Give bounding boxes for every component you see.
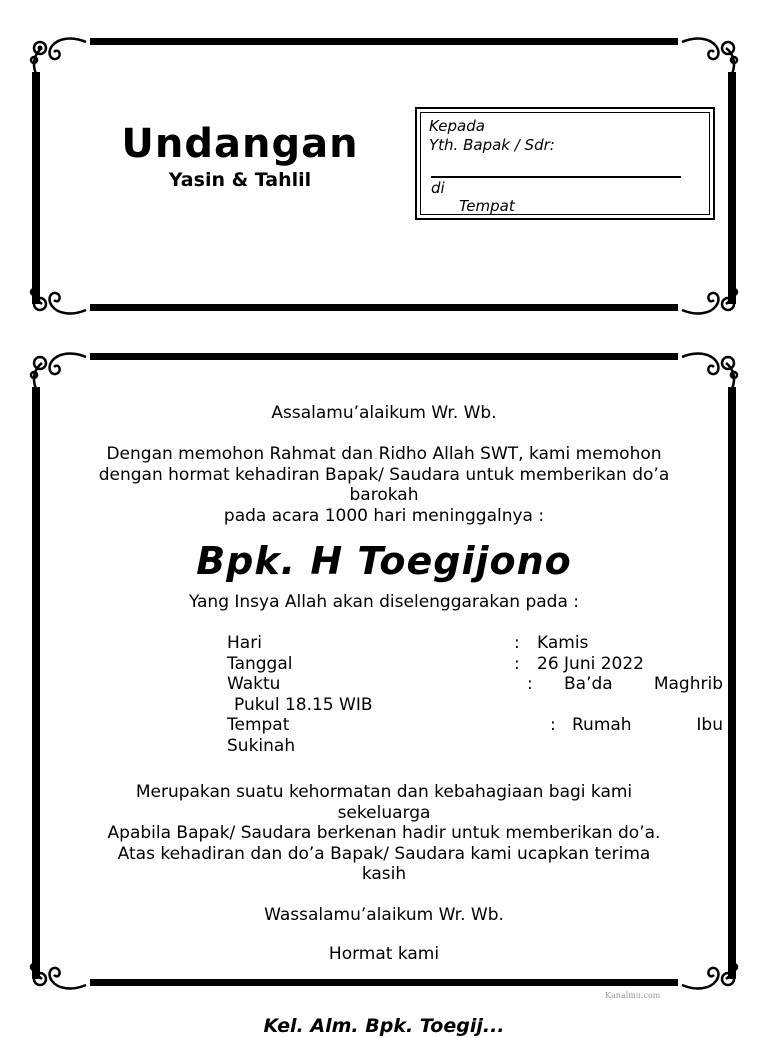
detail-value: Ibu xyxy=(696,715,723,735)
schedule-intro: Yang Insya Allah akan diselenggarakan pada : xyxy=(188,592,580,612)
closing-line: sekeluarga xyxy=(337,802,431,823)
detail-value: Pukul 18.15 WIB xyxy=(234,694,373,715)
detail-colon: : xyxy=(514,633,520,653)
corner-ornament-icon xyxy=(680,276,742,318)
address-yth: Yth. Bapak / Sdr: xyxy=(429,136,555,154)
corner-ornament-icon xyxy=(26,276,88,318)
address-di: di xyxy=(431,179,445,197)
closing-line: Apabila Bapak/ Saudara berkenan hadir untuk memberikan do’a. xyxy=(107,823,661,843)
intro-line: pada acara 1000 hari meninggalnya : xyxy=(223,505,545,526)
signoff: Hormat kami xyxy=(328,943,440,964)
detail-value: 26 Juni 2022 xyxy=(537,653,644,674)
detail-row-waktu xyxy=(45,674,723,695)
address-kepada: Kepada xyxy=(429,117,485,135)
detail-row-tempat xyxy=(45,715,723,736)
top-border xyxy=(90,353,678,360)
letter-body xyxy=(45,403,723,964)
closing-line: Atas kehadiran dan do’a Bapak/ Saudara kami ucapkan terima xyxy=(117,843,651,864)
detail-value: Ba’da xyxy=(564,674,613,694)
address-fill-line xyxy=(431,176,681,178)
right-border xyxy=(728,387,736,979)
right-border xyxy=(728,72,736,304)
intro-line: barokah xyxy=(349,485,419,505)
detail-label: Tanggal xyxy=(227,653,293,674)
closing-line: kasih xyxy=(361,864,407,884)
cover-title-block xyxy=(92,120,388,192)
detail-row-tempat-cont xyxy=(45,736,723,757)
address-inner xyxy=(420,112,710,215)
detail-value: Kamis xyxy=(537,633,589,653)
deceased-name: Bpk. H Toegijono xyxy=(196,539,572,583)
corner-ornament-icon xyxy=(26,349,88,391)
signature-partial: Kel. Alm. Bpk. Toegij... xyxy=(263,1015,505,1037)
detail-label: Hari xyxy=(227,633,262,653)
intro-line: dengan hormat kehadiran Bapak/ Saudara untuk memberikan do’a xyxy=(98,464,670,485)
farewell: Wassalamu’alaikum Wr. Wb. xyxy=(264,905,504,925)
corner-ornament-icon xyxy=(680,349,742,391)
detail-colon: : xyxy=(527,674,533,694)
detail-row-tanggal xyxy=(45,654,723,675)
left-border xyxy=(32,72,40,304)
bottom-border xyxy=(90,979,678,986)
detail-row-hari xyxy=(45,633,723,654)
corner-ornament-icon xyxy=(26,34,88,76)
detail-label: Waktu xyxy=(227,674,281,694)
cover-title: Undangan xyxy=(121,121,359,167)
watermark: Kanalmu.com xyxy=(605,991,661,1000)
detail-label: Tempat xyxy=(227,715,290,735)
cover-subtitle: Yasin & Tahlil xyxy=(168,169,312,191)
detail-value: Sukinah xyxy=(227,735,296,756)
address-tempat: Tempat xyxy=(459,197,515,215)
detail-value: Maghrib xyxy=(653,674,723,694)
envelope-cover xyxy=(0,30,768,320)
bottom-border xyxy=(90,304,678,311)
detail-colon: : xyxy=(550,715,556,735)
closing-line: Merupakan suatu kehormatan dan kebahagiaan bagi kami xyxy=(135,782,633,802)
detail-value: Rumah xyxy=(572,715,632,735)
detail-colon: : xyxy=(514,653,520,674)
address-box xyxy=(415,107,715,220)
top-border xyxy=(90,38,678,45)
greeting: Assalamu’alaikum Wr. Wb. xyxy=(271,403,497,423)
detail-row-waktu-cont xyxy=(45,695,723,716)
invitation-letter xyxy=(0,345,768,1005)
intro-line: Dengan memohon Rahmat dan Ridho Allah SWT, kami memohon xyxy=(106,444,662,464)
left-border xyxy=(32,387,40,979)
corner-ornament-icon xyxy=(680,34,742,76)
